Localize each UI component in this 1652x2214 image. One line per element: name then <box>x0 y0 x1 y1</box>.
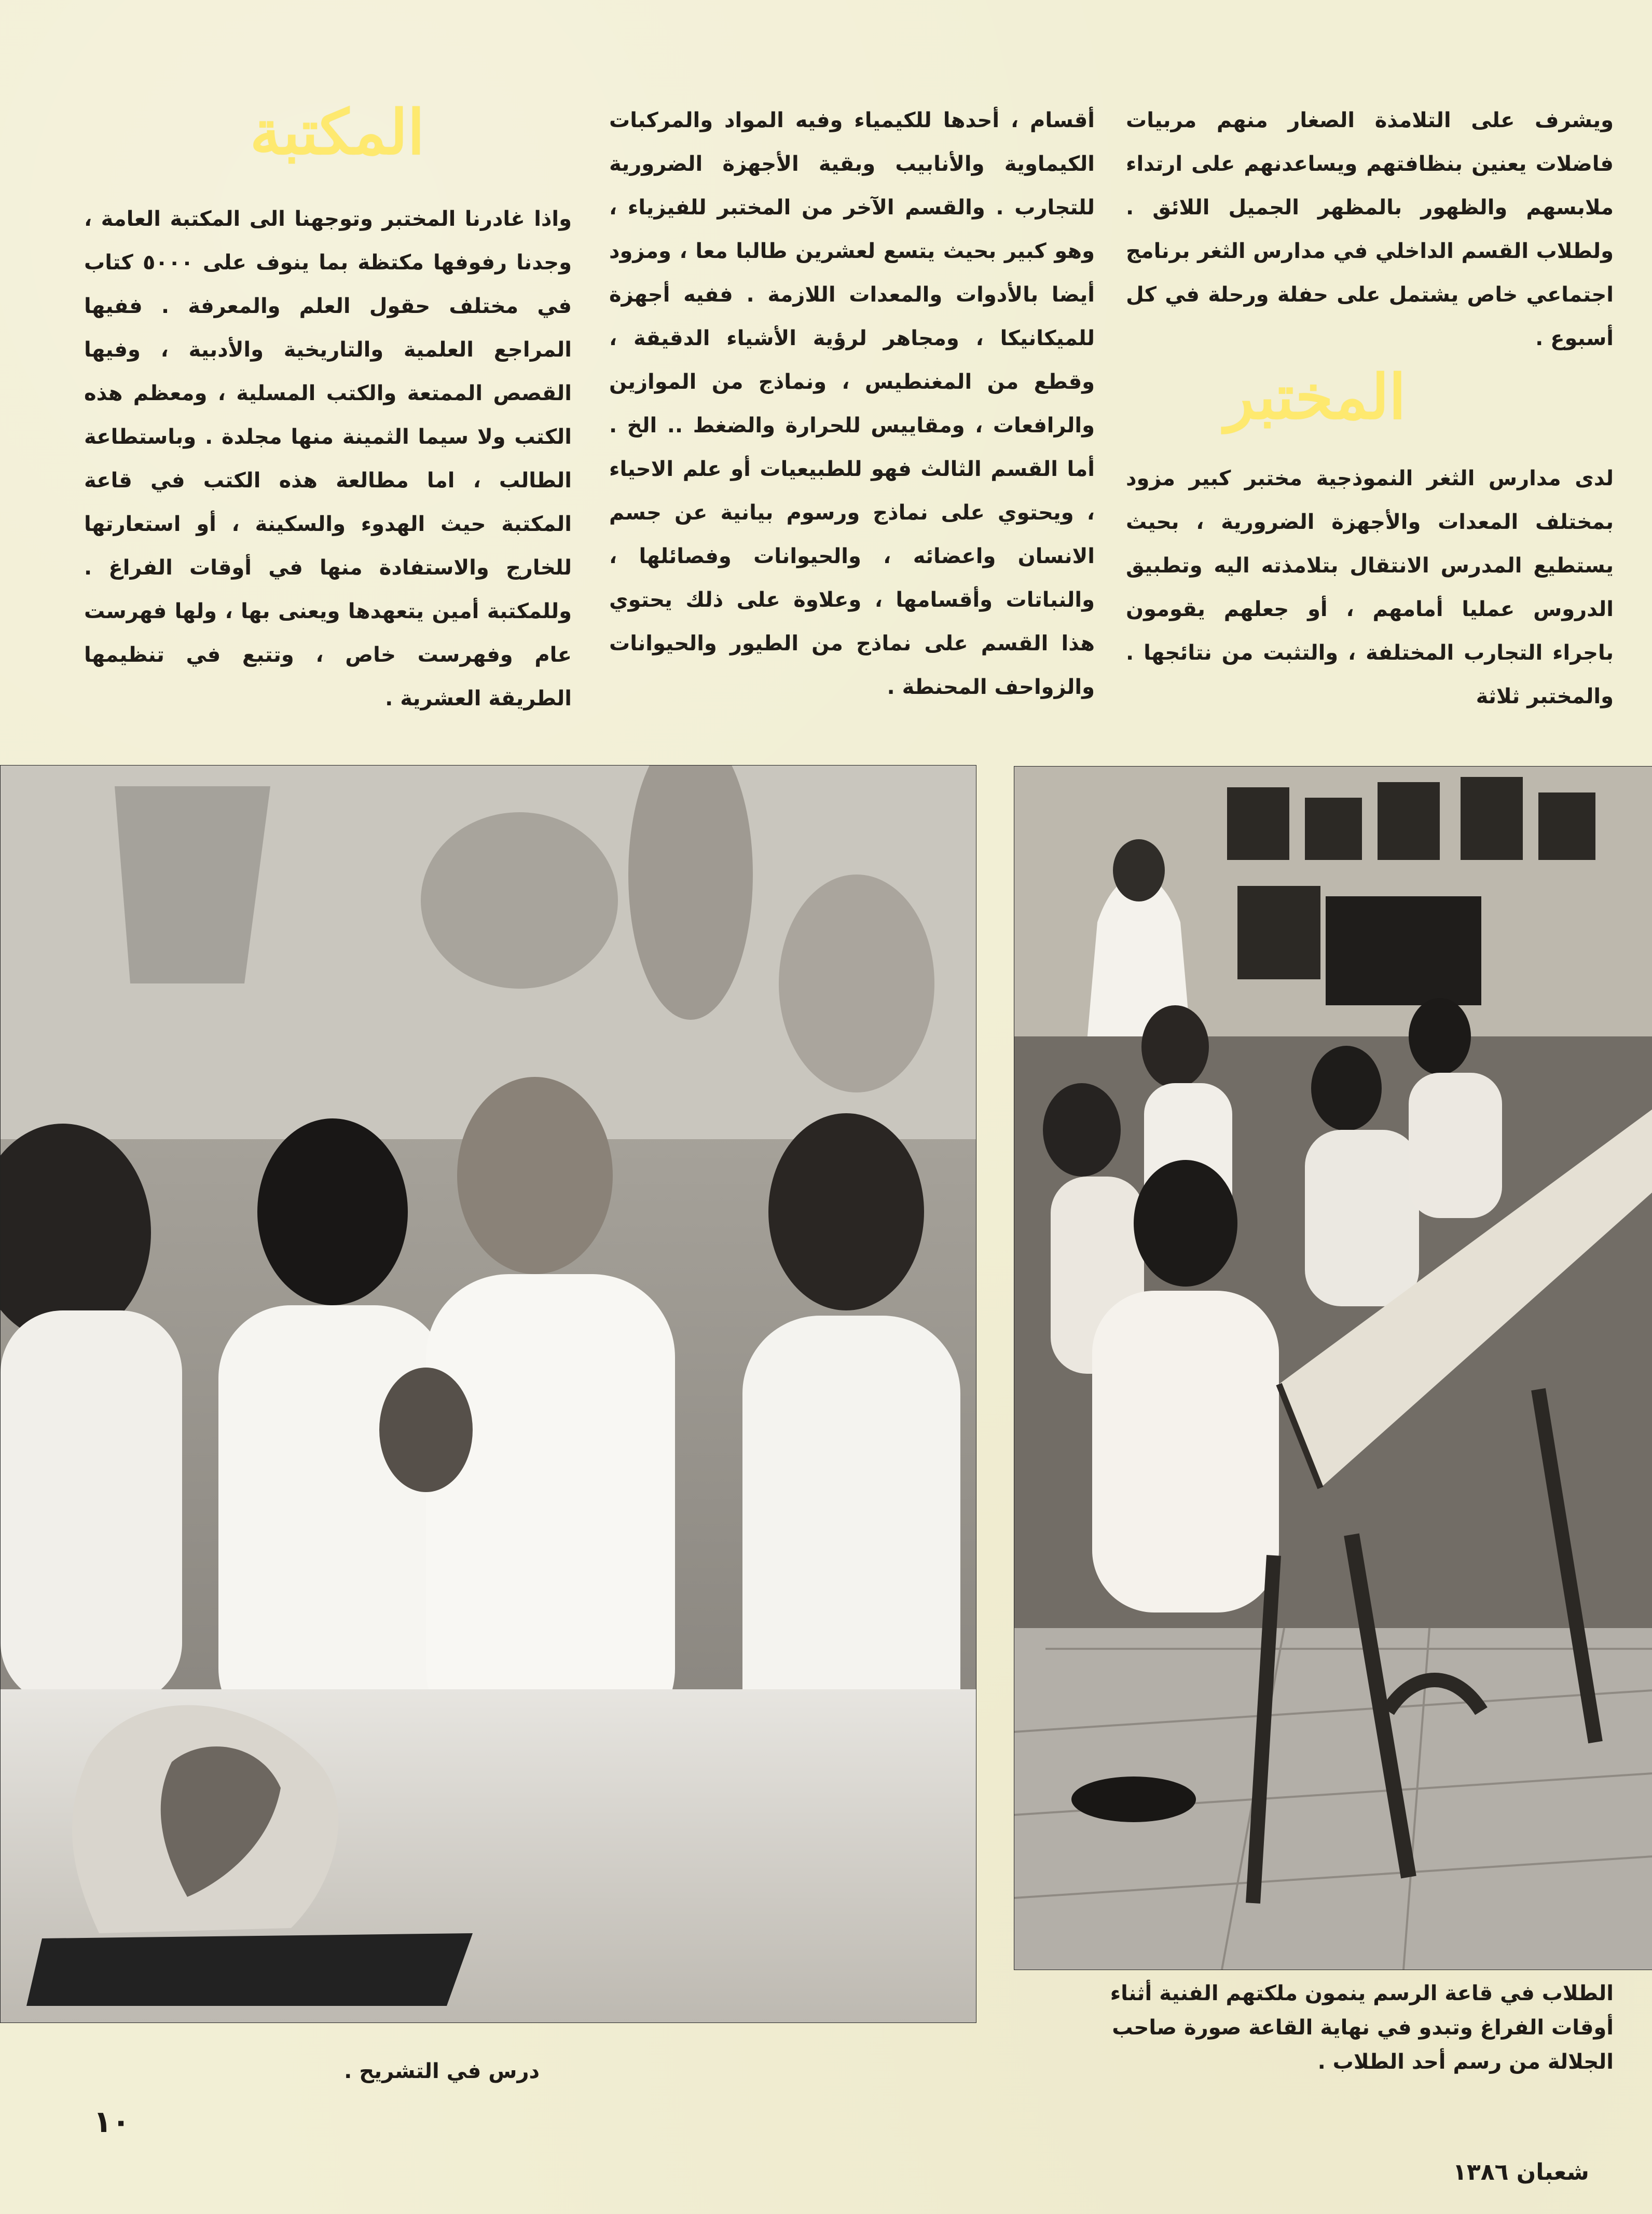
drawing-hall-photo-illustration <box>1014 767 1652 1970</box>
drawing-hall-photo <box>1014 766 1652 1970</box>
left-column-text <box>84 197 572 720</box>
middle-column-text <box>609 99 1095 709</box>
page-number: ١٠ <box>93 2104 130 2139</box>
drawing-hall-caption: الطلاب في قاعة الرسم ينمون ملكتهم الفنية أثناء أوقات الفراغ وتبدو في نهاية القاعة صورة صاحب الجلالة من رسم أحد الطلاب . <box>1110 1981 1614 2074</box>
anatomy-photo-illustration <box>1 766 976 2022</box>
anatomy-caption: درس في التشريح . <box>344 2059 540 2083</box>
middle-paragraph: أقسام ، أحدها للكيمياء وفيه المواد والمركبات الكيماوية والأنابيب وبقية الأجهزة الضرورية للتجارب . والقسم الآخر من المختبر للفيزياء ، وهو كبير بحيث يتسع لعشرين طالبا معا ، ومزود أيضا بالأدوات والمعدات اللازمة . ففيه أجهزة للميكانيكا ، ومجاهر لرؤية الأشياء الدقيقة ، وقطع من المغنطيس ، ونماذج من الموازين والرافعات ، ومقاييس للحرارة والضغط .. الخ . أما القسم الثالث فهو للطبيعيات أو علم الاحياء ، ويحتوي على نماذج ورسوم بيانية عن جسم الانسان واعضائه ، والحيوانات وفصائلها ، والنباتات وأقسامها ، وعلاوة على ذلك يحتوي هذا القسم على نماذج من الطيور والحيوانات والزواحف المحنطة . <box>609 108 1095 699</box>
library-paragraph: واذا غادرنا المختبر وتوجهنا الى المكتبة العامة ، وجدنا رفوفها مكتظة بما ينوف على ٥٠٠٠ كتاب في مختلف حقول العلم والمعرفة . ففيها المراجع العلمية والتاريخية والأدبية ، وفيها القصص الممتعة والكتب المسلية ، ومعظم هذه الكتب ولا سيما الثمينة منها مجلدة . وباستطاعة الطالب ، اما مطالعة هذه الكتب في قاعة المكتبة حيث الهدوء والسكينة ، أو استعارتها للخارج والاستفادة منها في أوقات الفراغ . وللمكتبة أمين يتعهدها ويعنى بها ، ولها فهرست عام وفهرست خاص ، وتتبع في تنظيمها الطريقة العشرية . <box>84 207 572 710</box>
issue-date: شعبان ١٣٨٦ <box>1453 2159 1589 2185</box>
lab-paragraph: لدى مدارس الثغر النموذجية مختبر كبير مزود بمختلف المعدات والأجهزة الضرورية ، بحيث يستطيع المدرس الانتقال بتلامذته اليه وتطبيق الدروس عمليا أمامهم ، أو جعلهم يقومون باجراء التجارب المختلفة ، والتثبت من نتائجها . والمختبر ثلاثة <box>1126 467 1614 708</box>
right-column-bottom-text <box>1126 457 1614 718</box>
right-column-top-text <box>1126 99 1614 360</box>
anatomy-class-photo <box>0 765 976 2023</box>
library-heading: المكتبة <box>250 96 425 168</box>
lab-heading: المختبر <box>1224 361 1406 433</box>
right-column-paragraph: ويشرف على التلامذة الصغار منهم مربيات فاضلات يعنين بنظافتهم ويساعدنهم على ارتداء ملابسهم والظهور بالمظهر الجميل اللائق . ولطلاب القسم الداخلي في مدارس الثغر برنامج اجتماعي خاص يشتمل على حفلة ورحلة في كل أسبوع . <box>1126 108 1614 350</box>
